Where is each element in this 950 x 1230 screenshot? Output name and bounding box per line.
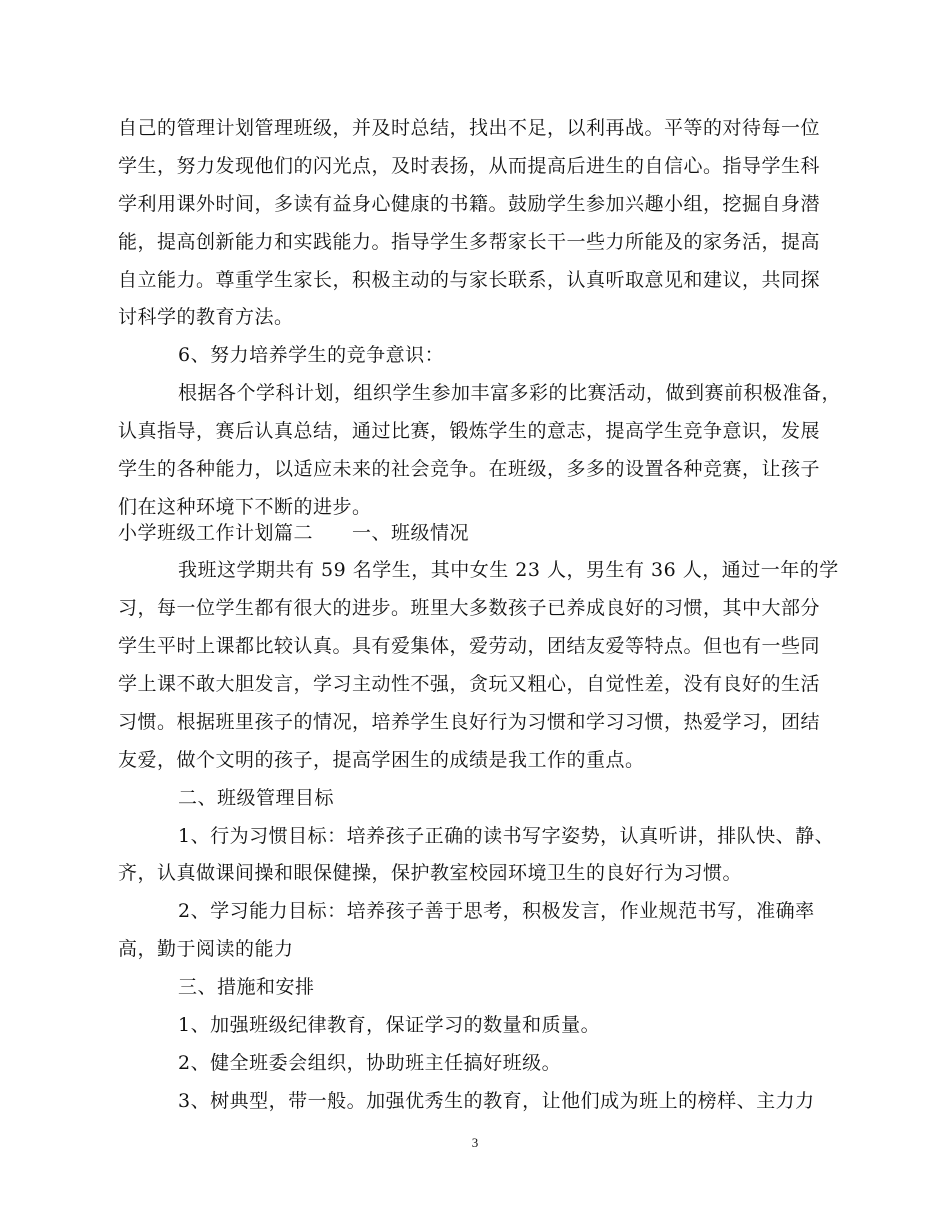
body-line: 学生的各种能力，以适应未来的社会竞争。在班级，多多的设置各种竞赛，让孩子 <box>118 458 821 480</box>
body-line: 学上课不敢大胆发言，学习主动性不强，贪玩又粗心，自觉性差，没有良好的生活 <box>118 673 821 695</box>
section-heading: 三、措施和安排 <box>178 976 315 998</box>
body-line: 自立能力。尊重学生家长，积极主动的与家长联系，认真听取意见和建议，共同探 <box>118 269 821 291</box>
body-line: 习，每一位学生都有很大的进步。班里大多数孩子已养成良好的习惯，其中大部分 <box>118 597 821 619</box>
page-number: 3 <box>471 1135 479 1150</box>
body-line: 高，勤于阅读的能力 <box>118 938 294 960</box>
body-line: 们在这种环境下不断的进步。 <box>118 496 372 518</box>
body-line: 友爱，做个文明的孩子，提高学困生的成绩是我工作的重点。 <box>118 749 645 771</box>
body-line: 能，提高创新能力和实践能力。指导学生多帮家长干一些力所能及的家务活，提高 <box>118 231 821 253</box>
body-line: 我班这学期共有 59 名学生，其中女生 23 人，男生有 36 人，通过一年的学 <box>178 559 839 581</box>
chapter-heading: 小学班级工作计划篇二 一、班级情况 <box>118 522 470 544</box>
body-line: 3、树典型，带一般。加强优秀生的教育，让他们成为班上的榜样、主力力 <box>178 1090 815 1112</box>
body-line: 2、健全班委会组织，协助班主任搞好班级。 <box>178 1052 562 1074</box>
body-line: 齐，认真做课间操和眼保健操，保护教室校园环境卫生的良好行为习惯。 <box>118 862 743 884</box>
body-line: 1、行为习惯目标：培养孩子正确的读书写字姿势，认真听讲，排队快、静、 <box>178 825 835 847</box>
body-line: 学生，努力发现他们的闪光点，及时表扬，从而提高后进生的自信心。指导学生科 <box>118 155 821 177</box>
body-line: 认真指导，赛后认真总结，通过比赛，锻炼学生的意志，提高学生竞争意识，发展 <box>118 420 821 442</box>
body-line: 学利用课外时间，多读有益身心健康的书籍。鼓励学生参加兴趣小组，挖掘自身潜 <box>118 193 821 215</box>
body-line: 学生平时上课都比较认真。具有爱集体，爱劳动，团结友爱等特点。但也有一些同 <box>118 635 821 657</box>
section-heading: 二、班级管理目标 <box>178 787 335 809</box>
section-heading: 6、努力培养学生的竞争意识： <box>178 344 445 366</box>
body-line: 1、加强班级纪律教育，保证学习的数量和质量。 <box>178 1014 601 1036</box>
body-line: 自己的管理计划管理班级，并及时总结，找出不足，以利再战。平等的对待每一位 <box>118 117 821 139</box>
body-line: 2、学习能力目标：培养孩子善于思考，积极发言，作业规范书写，准确率 <box>178 900 815 922</box>
body-line: 习惯。根据班里孩子的情况，培养学生良好行为习惯和学习习惯，热爱学习，团结 <box>118 711 821 733</box>
body-line: 根据各个学科计划，组织学生参加丰富多彩的比赛活动，做到赛前积极准备， <box>178 382 842 404</box>
body-line: 讨科学的教育方法。 <box>118 306 294 328</box>
